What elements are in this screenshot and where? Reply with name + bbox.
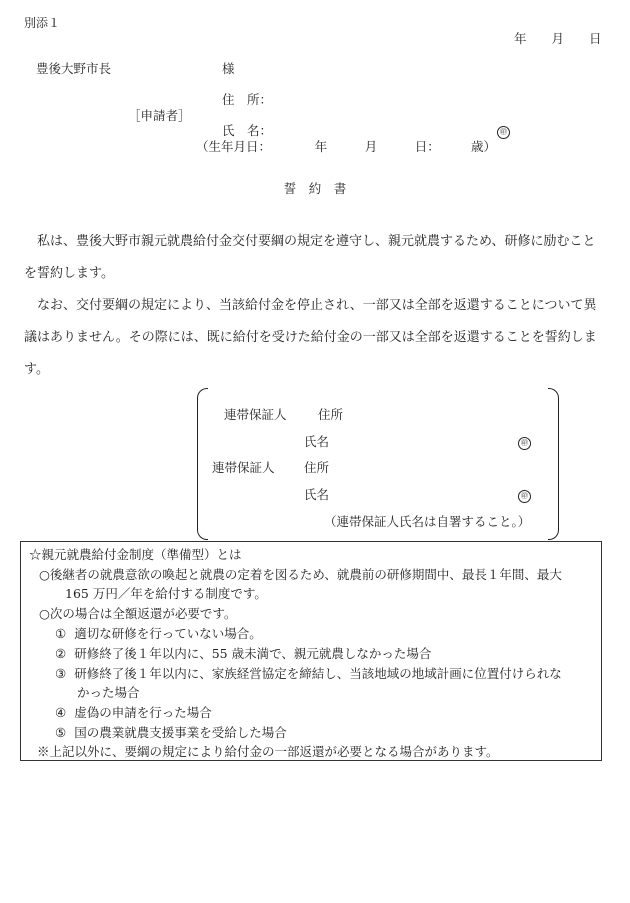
case-text: 研修終了後１年以内に、55 歳未満で、親元就農しなかった場合 <box>74 646 432 661</box>
guarantor2-label: 連帯保証人 <box>212 460 275 475</box>
guarantor2-name-label: 氏名 <box>304 487 330 502</box>
case-number: ⑤ <box>55 725 67 740</box>
notice-case-continuation: かった場合 <box>77 685 140 700</box>
notice-item1-line1: ○後継者の就農意欲の喚起と就農の定着を図るため、就農前の研修期間中、最長１年間、最大 <box>39 567 562 582</box>
notice-case <box>55 648 431 661</box>
applicant-name-label: 氏 名： <box>222 123 273 138</box>
notice-case <box>55 628 262 641</box>
guarantor1-address-label: 住所 <box>318 407 344 422</box>
notice-item1-line2: 165 万円／年を給付する制度です。 <box>65 586 267 601</box>
pledge-paragraph-2: なお、交付要綱の規定により、当該給付金を停止され、一部又は全部を返還することについて異議はありません。その際には、既に給付を受けた給付金の一部又は全部を返還することを誓約します。 <box>24 298 597 377</box>
honorific: 様 <box>222 61 235 76</box>
notice-case <box>55 727 287 740</box>
pledge-body <box>24 226 606 386</box>
guarantor1-seal-icon: ㊞ <box>518 435 531 450</box>
document-title: 誓 約 書 <box>283 181 347 196</box>
date-line: 年 月 日 <box>514 31 602 46</box>
case-text: 国の農業就農支援事業を受給した場合 <box>74 725 287 740</box>
notice-heading: ☆親元就農給付金制度（準備型）とは <box>29 547 242 562</box>
applicant-address-label: 住 所： <box>222 92 273 107</box>
guarantor2-seal-icon: ㊞ <box>518 488 531 503</box>
program-notice-box <box>20 541 602 761</box>
notice-item2: ○次の場合は全額返還が必要です。 <box>39 606 237 621</box>
applicant-birth-line: （生年月日： 年 月 日： 歳） <box>196 139 497 154</box>
case-text: 適切な研修を行っていない場合。 <box>74 626 262 641</box>
notice-case <box>55 707 212 720</box>
left-bracket <box>197 388 208 540</box>
case-number: ④ <box>55 705 67 720</box>
case-number: ② <box>55 646 67 661</box>
notice-case <box>55 668 562 681</box>
right-bracket <box>548 388 559 540</box>
guarantor-note: （連帯保証人氏名は自署すること。） <box>324 514 531 529</box>
case-number: ③ <box>55 666 67 681</box>
addressee: 豊後大野市長 <box>36 61 112 76</box>
applicant-bracket-label: ［申請者］ <box>128 108 191 123</box>
pledge-paragraph-1: 私は、豊後大野市親元就農給付金交付要綱の規定を遵守し、親元就農するため、研修に励むことを誓約します。 <box>24 234 596 281</box>
case-text: 研修終了後１年以内に、家族経営協定を締結し、当該地域の地域計画に位置付けられな <box>74 666 562 681</box>
guarantor1-name-label: 氏名 <box>304 434 330 449</box>
applicant-seal-icon: ㊞ <box>497 124 510 139</box>
case-text: 虚偽の申請を行った場合 <box>74 705 212 720</box>
notice-footnote: ※上記以外に、要綱の規定により給付金の一部返還が必要となる場合があります。 <box>37 744 499 759</box>
attachment-label: 別添１ <box>24 16 61 30</box>
guarantor1-label: 連帯保証人 <box>224 407 287 422</box>
case-number: ① <box>55 626 67 641</box>
guarantor2-address-label: 住所 <box>304 460 330 475</box>
